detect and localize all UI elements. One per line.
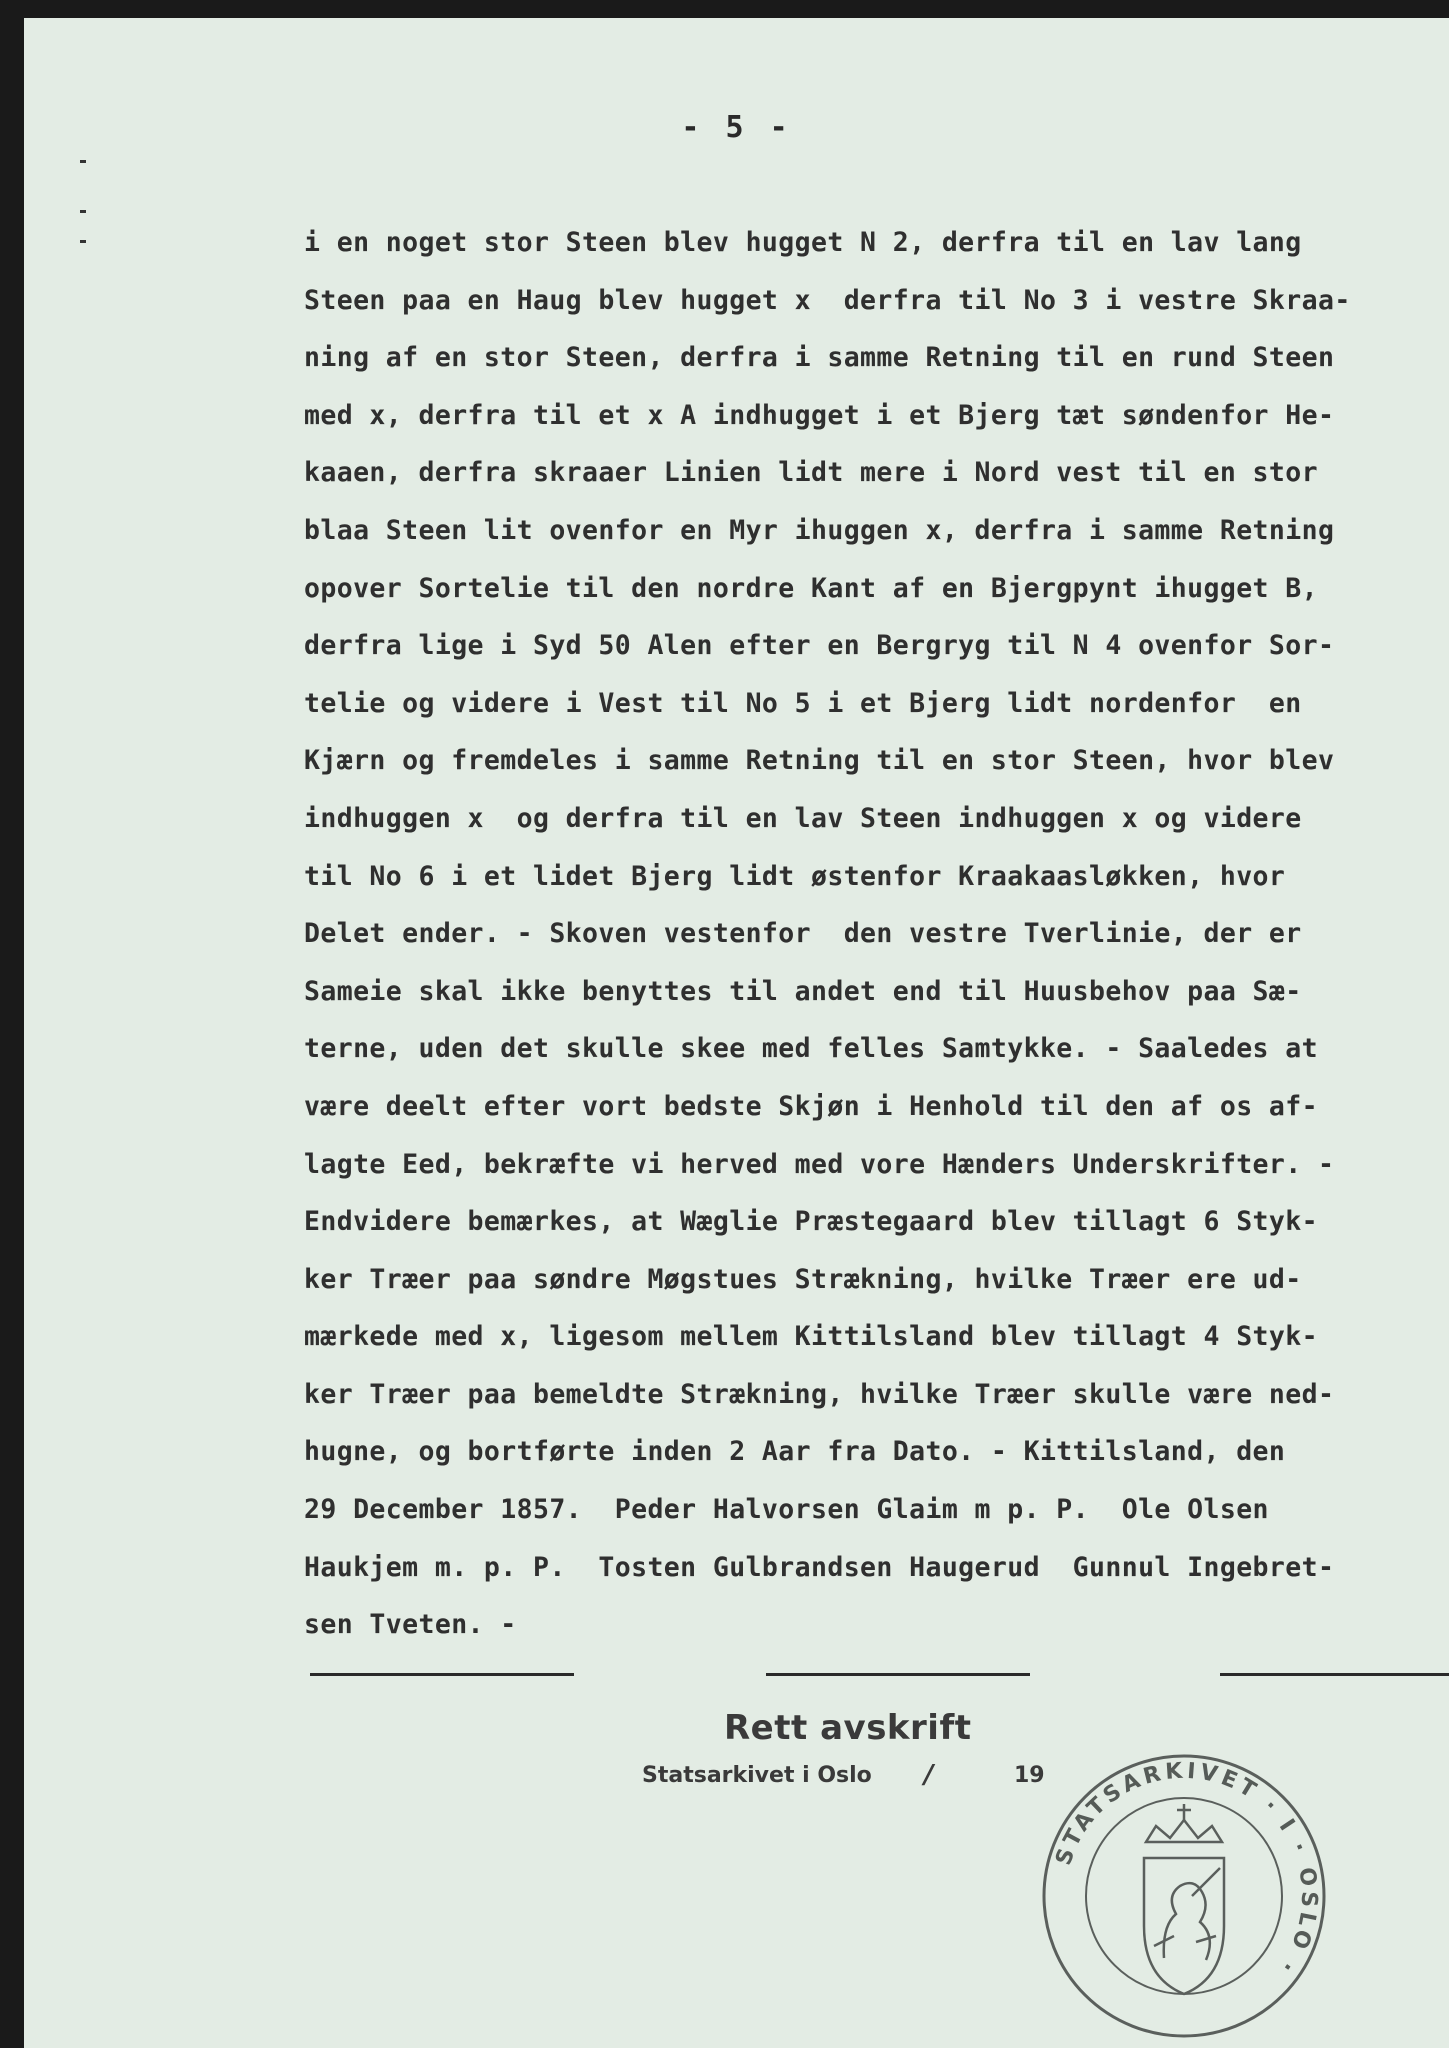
signature-rule: [1220, 1673, 1449, 1676]
text-line: mærkede med x, ligesom mellem Kittilsland blev tillagt 4 Styk-: [304, 1321, 1318, 1353]
text-line: Steen paa en Haug blev hugget x derfra til No 3 i vestre Skraa-: [304, 284, 1351, 316]
text-line: kaaen, derfra skraaer Linien lidt mere i Nord vest til en stor: [304, 457, 1318, 489]
text-line: lagte Eed, bekræfte vi herved med vore Hænders Underskrifter. -: [304, 1148, 1335, 1180]
text-line: Delet ender. - Skoven vestenfor den vestre Tverlinie, der er: [304, 918, 1302, 950]
body-text: [304, 214, 1444, 1654]
text-line: med x, derfra til et x A indhugget i et Bjerg tæt søndenfor He-: [304, 399, 1335, 431]
archive-seal-icon: [1034, 1746, 1334, 2046]
text-line: være deelt efter vort bedste Skjøn i Henhold til den af os af-: [304, 1090, 1318, 1122]
stamp-place: Statsarkivet i Oslo: [642, 1763, 872, 1788]
text-line: ker Træer paa søndre Møgstues Strækning, hvilke Træer ere ud-: [304, 1263, 1302, 1295]
stamp-title: Rett avskrift: [724, 1708, 972, 1748]
text-line: terne, uden det skulle skee med felles Samtykke. - Saaledes at: [304, 1033, 1318, 1065]
svg-text:STATSARKIVET · I · OSLO ·: STATSARKIVET · I · OSLO ·: [1051, 1758, 1322, 1981]
text-line: Haukjem m. p. P. Tosten Gulbrandsen Haugerud Gunnul Ingebret-: [304, 1551, 1335, 1583]
margin-mark: [80, 210, 86, 213]
text-line: i en noget stor Steen blev hugget N 2, derfra til en lav lang: [304, 227, 1302, 258]
text-line: sen Tveten. -: [304, 1609, 517, 1641]
stamp-year: 19: [1014, 1763, 1045, 1788]
stamp-slash: /: [924, 1760, 934, 1790]
text-line: telie og videre i Vest til No 5 i et Bjerg lidt nordenfor en: [304, 687, 1302, 719]
text-line: indhuggen x og derfra til en lav Steen indhuggen x og videre: [304, 802, 1302, 834]
signature-rule: [766, 1673, 1030, 1676]
text-line: til No 6 i et lidet Bjerg lidt østenfor Kraakaasløkken, hvor: [304, 860, 1286, 892]
text-line: ning af en stor Steen, derfra i samme Retning til en rund Steen: [304, 342, 1335, 374]
text-line: blaa Steen lit ovenfor en Myr ihuggen x, derfra i samme Retning: [304, 514, 1335, 546]
text-line: Sameie skal ikke benyttes til andet end til Huusbehov paa Sæ-: [304, 975, 1302, 1007]
text-line: Kjærn og fremdeles i samme Retning til en stor Steen, hvor blev: [304, 745, 1335, 777]
signature-rule: [310, 1673, 574, 1676]
text-line: derfra lige i Syd 50 Alen efter en Bergryg til N 4 ovenfor Sor-: [304, 630, 1335, 662]
document-page: [24, 18, 1449, 2048]
text-line: opover Sortelie til den nordre Kant af en Bjergpynt ihugget B,: [304, 572, 1318, 604]
margin-mark: [80, 240, 86, 243]
text-line: ker Træer paa bemeldte Strækning, hvilke Træer skulle være ned-: [304, 1378, 1335, 1410]
text-line: Endvidere bemærkes, at Wæglie Præstegaard blev tillagt 6 Styk-: [304, 1206, 1318, 1238]
page-number: - 5 -: [681, 110, 792, 145]
text-line: 29 December 1857. Peder Halvorsen Glaim m p. P. Ole Olsen: [304, 1494, 1269, 1526]
text-line: hugne, og bortførte inden 2 Aar fra Dato. - Kittilsland, den: [304, 1436, 1286, 1468]
margin-mark: [80, 160, 86, 163]
